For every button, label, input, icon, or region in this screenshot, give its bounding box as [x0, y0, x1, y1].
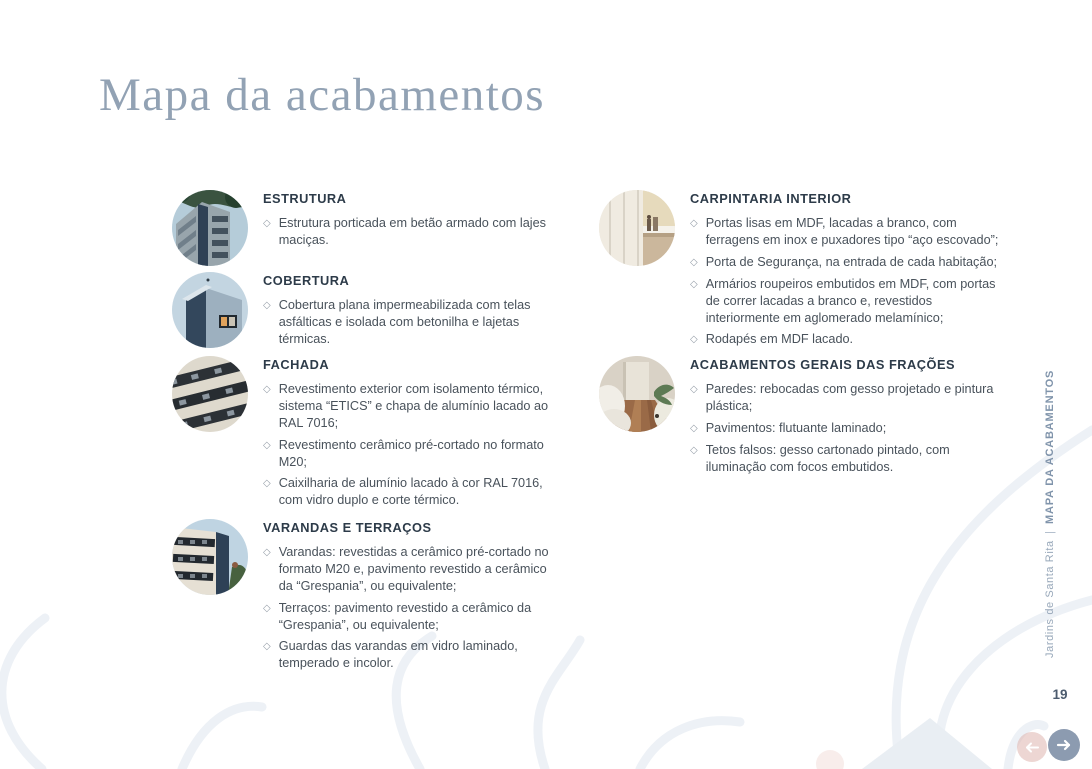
spec-text: Revestimento exterior com isolamento térmico, sistema “ETICS” e chapa de alumínio lacado ao RAL 7016;	[278, 382, 549, 430]
spec-item	[690, 381, 1002, 415]
vertical-edge-label	[1044, 352, 1056, 676]
section-heading-fachada: FACHADA	[263, 357, 330, 372]
spec-text: Estrutura porticada em betão armado com lajes maciças.	[278, 216, 546, 247]
spec-item	[690, 331, 1002, 348]
spec-text: Guardas das varandas em vidro laminado, temperado e incolor.	[278, 639, 518, 671]
diamond-bullet-icon: ◇	[263, 439, 271, 451]
spec-list	[690, 381, 1002, 476]
diamond-bullet-icon: ◇	[690, 444, 698, 456]
spec-item	[263, 475, 563, 509]
diamond-bullet-icon: ◇	[263, 218, 271, 229]
spec-list	[263, 297, 563, 348]
diamond-bullet-icon: ◇	[263, 300, 271, 311]
spec-list	[690, 215, 1002, 348]
diamond-bullet-icon: ◇	[263, 384, 271, 395]
chapter-name: MAPA DA ACABAMENTOS	[1044, 370, 1056, 525]
cobertura-photo	[172, 272, 248, 348]
acabamentos-photo	[599, 356, 675, 432]
section-carpintaria	[599, 190, 1002, 353]
spec-text: Tetos falsos: gesso cartonado pintado, com iluminação com focos embutidos.	[705, 442, 950, 474]
diamond-bullet-icon: ◇	[690, 256, 698, 268]
diamond-bullet-icon: ◇	[690, 384, 698, 395]
page-title: Mapa da acabamentos	[99, 69, 546, 121]
section-heading-acabamentos-gerais: ACABAMENTOS GERAIS DAS FRAÇÕES	[690, 357, 956, 372]
fachada-photo	[172, 356, 248, 432]
section-heading-varandas: VARANDAS E TERRAÇOS	[263, 520, 432, 535]
spec-item	[263, 215, 563, 249]
spec-list	[263, 544, 563, 672]
label-separator: |	[1044, 530, 1056, 534]
spec-text: Pavimentos: flutuante laminado;	[705, 420, 887, 435]
section-fachada	[172, 356, 563, 514]
diamond-bullet-icon: ◇	[263, 602, 271, 614]
spec-item	[263, 544, 563, 595]
varandas-photo	[172, 519, 248, 595]
spec-text: Portas lisas em MDF, lacadas a branco, com ferragens em inox e puxadores tipo “aço escovado”;	[705, 216, 999, 247]
section-estrutura	[172, 190, 563, 266]
diamond-bullet-icon: ◇	[263, 547, 271, 558]
spec-text: Terraços: pavimento revestido a cerâmico da “Grespania”, ou equivalente;	[278, 600, 532, 632]
diamond-bullet-icon: ◇	[690, 218, 698, 229]
spec-text: Porta de Segurança, na entrada de cada habitação;	[705, 254, 998, 269]
section-heading-cobertura: COBERTURA	[263, 273, 350, 288]
section-heading-estrutura: ESTRUTURA	[263, 191, 347, 206]
spec-list	[263, 381, 563, 509]
diamond-bullet-icon: ◇	[263, 641, 271, 653]
spec-item	[690, 215, 1002, 249]
diamond-bullet-icon: ◇	[263, 478, 271, 490]
spec-item	[263, 600, 563, 634]
estrutura-photo	[172, 190, 248, 266]
section-acabamentos-gerais	[599, 356, 1002, 481]
spec-text: Caixilharia de alumínio lacado à cor RAL 7016, com vidro duplo e corte térmico.	[278, 476, 543, 508]
spec-text: Varandas: revestidas a cerâmico pré-cortado no formato M20 e, pavimento revestido a cerâmico da “Grespania”, ou equivalente;	[278, 545, 549, 593]
spec-item	[690, 254, 1002, 271]
spec-text: Paredes: rebocadas com gesso projetado e pintura plástica;	[705, 382, 994, 413]
spec-list	[263, 215, 563, 249]
spec-text: Cobertura plana impermeabilizada com telas asfálticas e isolada com betonilha e lajetas térmicas.	[278, 298, 531, 346]
spec-item	[263, 638, 563, 672]
spec-item	[263, 297, 563, 348]
diamond-bullet-icon: ◇	[690, 422, 698, 434]
page-number: 19	[1052, 687, 1068, 702]
diamond-bullet-icon: ◇	[690, 334, 698, 346]
spec-text: Armários roupeiros embutidos em MDF, com portas de correr lacadas a branco e, revestidos interiormente em aglomerado melamínico;	[705, 276, 996, 325]
arrow-right-icon	[1056, 739, 1072, 751]
next-page-button[interactable]	[1048, 729, 1080, 761]
spec-text: Rodapés em MDF lacado.	[705, 332, 854, 347]
diamond-bullet-icon: ◇	[690, 278, 698, 290]
section-varandas	[172, 519, 563, 677]
spec-item	[690, 276, 1002, 327]
previous-page-button[interactable]	[1017, 732, 1047, 762]
arrow-left-icon	[1025, 742, 1040, 753]
spec-item	[263, 437, 563, 471]
spec-item	[690, 420, 1002, 437]
spec-text: Revestimento cerâmico pré-cortado no formato M20;	[278, 437, 544, 469]
carpintaria-photo	[599, 190, 675, 266]
spec-item	[690, 442, 1002, 476]
spec-item	[263, 381, 563, 432]
section-cobertura	[172, 272, 563, 353]
section-heading-carpintaria: CARPINTARIA INTERIOR	[690, 191, 852, 206]
project-name: Jardins de Santa Rita	[1044, 539, 1056, 658]
